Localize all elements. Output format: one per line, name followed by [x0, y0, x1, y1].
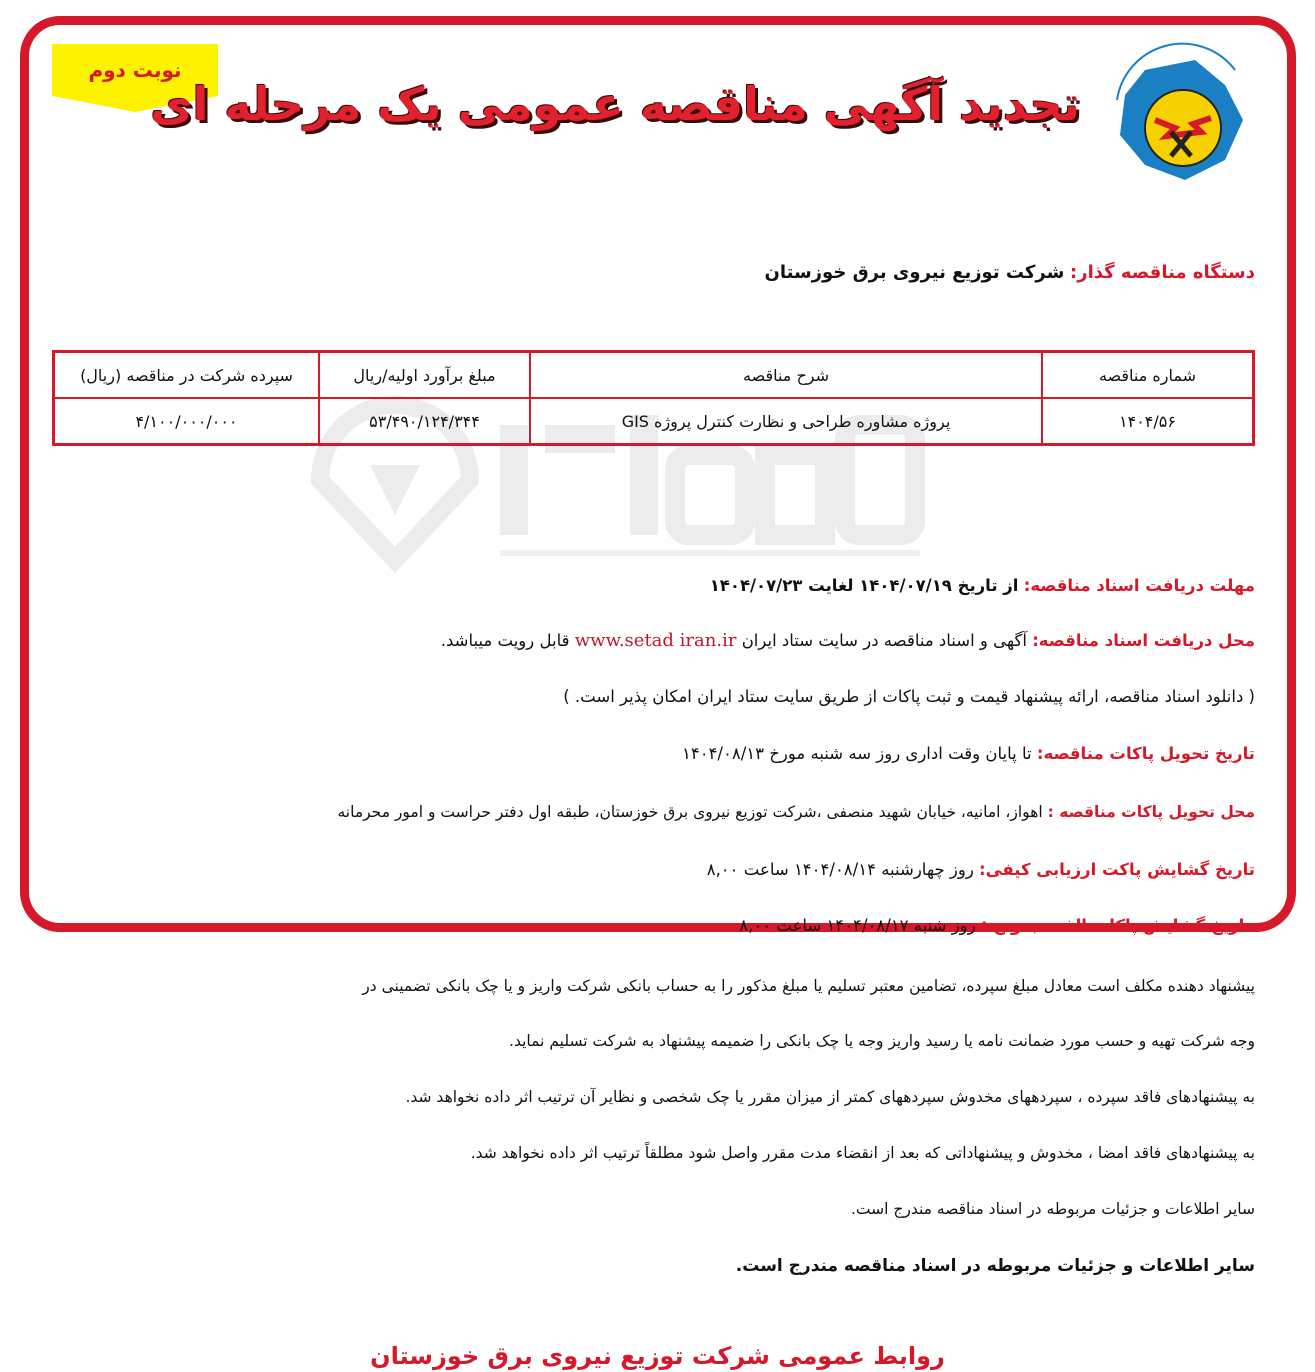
cell-description: پروژه مشاوره طراحی و نظارت کنترل پروژه GIS — [530, 398, 1042, 445]
download-note: ( دانلود اسناد مناقصه، ارائه پیشنهاد قیمت و ثبت پاکات از طریق سایت ستاد ایران امکان پذیر است. ) — [563, 687, 1255, 706]
agency-line — [0, 260, 1255, 286]
paragraph-line: به پیشنهادهای فاقد امضا ، مخدوش و پیشنهاداتی که بعد از انقضاء مدت مقرر واصل شود مطلقاً ترتیب اثر داده نخواهد شد. — [470, 1144, 1255, 1162]
tender-table — [52, 350, 1255, 446]
quality-opening-line — [0, 858, 1255, 882]
place-label: محل دریافت اسناد مناقصه: — [1032, 631, 1255, 650]
envelopes-opening-line — [0, 914, 1251, 938]
paragraph-line: پیشنهاد دهنده مکلف است معادل مبلغ سپرده، تضامین معتبر تسلیم یا مبلغ مذکور را به حساب بانکی شرکت واریز و یا چک بانکی تضمینی در — [362, 977, 1255, 995]
header-estimate: مبلغ برآورد اولیه/ریال — [319, 352, 530, 399]
cell-deposit: ۴/۱۰۰/۰۰۰/۰۰۰ — [54, 398, 320, 445]
place-value: آگهی و اسناد مناقصه در سایت ستاد ایران — [741, 631, 1027, 650]
paragraph-line: سایر اطلاعات و جزئیات مربوطه در اسناد مناقصه مندرج است. — [850, 1200, 1255, 1218]
header-deposit: سپرده شرکت در مناقصه (ریال) — [54, 352, 320, 399]
quality-opening-value: روز چهارشنبه ۱۴۰۴/۰۸/۱۴ ساعت ۸,۰۰ — [706, 860, 974, 879]
cell-estimate: ۵۳/۴۹۰/۱۲۴/۳۴۴ — [319, 398, 530, 445]
closing-line: سایر اطلاعات و جزئیات مربوطه در اسناد مناقصه مندرج است. — [735, 1256, 1255, 1276]
delivery-place-label: محل تحویل پاکات مناقصه : — [1047, 803, 1255, 821]
agency-value: شرکت توزیع نیروی برق خوزستان — [764, 262, 1065, 283]
quality-opening-label: تاریخ گشایش پاکت ارزیابی کیفی: — [979, 860, 1255, 879]
place-line — [0, 629, 1255, 653]
delivery-date-line — [0, 742, 1255, 766]
paragraph-line: به پیشنهادهای فاقد سپرده ، سپردههای مخدوش سپردههای کمتر از میزان مقرر یا چک شخصی و نظایر آن ترتیب اثر داده نخواهد شد. — [405, 1088, 1255, 1106]
place-value-end: قابل رویت میباشد. — [440, 631, 570, 650]
cell-number: ۱۴۰۴/۵۶ — [1042, 398, 1254, 445]
setad-link[interactable]: www.setad iran.ir — [574, 630, 737, 651]
table-header-row — [54, 352, 1254, 399]
header-number: شماره مناقصه — [1042, 352, 1254, 399]
delivery-place-value: اهواز، امانیه، خیابان شهید منصفی ،شرکت توزیع نیروی برق خوزستان، طبقه اول دفتر حراست و امور محرمانه — [337, 803, 1043, 821]
delivery-date-value: تا پایان وقت اداری روز سه شنبه مورخ ۱۴۰۴/۰۸/۱۳ — [681, 744, 1032, 763]
badge-text: نوبت دوم — [88, 58, 182, 82]
notice-title: تجدید آگهی مناقصه عمومی یک مرحله ای — [150, 77, 1080, 131]
company-logo — [1105, 40, 1253, 190]
paragraph-line: وجه شرکت تهیه و حسب مورد ضمانت نامه یا رسید واریز وجه یا چک بانکی را ضمیمه پیشنهاد به شرکت تسلیم نماید. — [509, 1032, 1255, 1050]
deadline-label: مهلت دریافت اسناد مناقصه: — [1023, 576, 1255, 595]
header-description: شرح مناقصه — [530, 352, 1042, 399]
table-row — [54, 398, 1254, 445]
delivery-date-label: تاریخ تحویل پاکات مناقصه: — [1036, 744, 1255, 763]
envelopes-opening-value: روز شنبه ۱۴۰۴/۰۸/۱۷ ساعت ۸,۰۰ — [739, 916, 976, 935]
footer-public-relations: روابط عمومی شرکت توزیع نیروی برق خوزستان — [370, 1342, 945, 1370]
deadline-value: از تاریخ ۱۴۰۴/۰۷/۱۹ لغایت ۱۴۰۴/۰۷/۲۳ — [709, 576, 1019, 595]
delivery-place-line — [0, 800, 1255, 824]
agency-label: دستگاه مناقصه گذار: — [1070, 262, 1255, 283]
envelopes-opening-label: تاریخ گشایش پاکات الف، ب و ج : — [980, 916, 1251, 935]
deadline-line — [0, 574, 1255, 598]
